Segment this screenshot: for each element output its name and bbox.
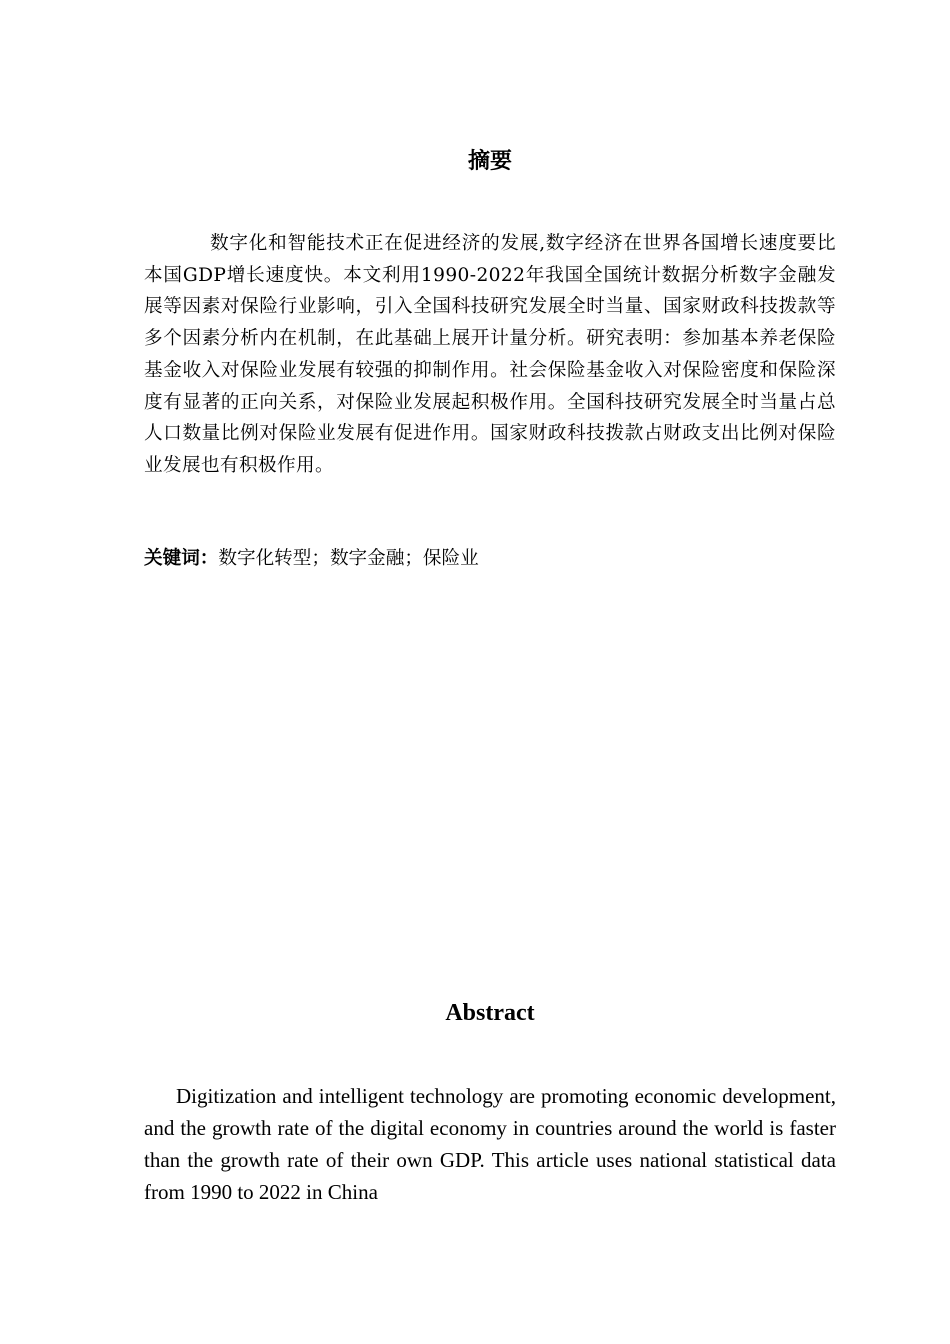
- chinese-abstract-heading: 摘要: [467, 149, 512, 174]
- english-abstract-heading: Abstract: [445, 1000, 535, 1026]
- english-abstract-body: Digitization and intelligent technology are promoting economic development, and the growth rate of the digital economy in countries around the world is faster than the growth rate of their own GDP. This article uses national statistical data from 1990 to 2022 in China: [144, 1084, 836, 1204]
- keywords-label: 关键词：: [144, 548, 219, 569]
- chinese-keywords: [144, 543, 836, 574]
- chinese-abstract-body: 数字化和智能技术正在促进经济的发展,数字经济在世界各国增长速度要比本国GDP增长速度快。本文利用1990-2022年我国全国统计数据分析数字金融发展等因素对保险行业影响，引入全国科技研究发展全时当量、国家财政科技拨款等多个因素分析内在机制，在此基础上展开计量分析。研究表明：参加基本养老保险基金收入对保险业发展有较强的抑制作用。社会保险基金收入对保险密度和保险深度有显著的正向关系，对保险业发展起积极作用。全国科技研究发展全时当量占总人口数量比例对保险业发展有促进作用。国家财政科技拨款占财政支出比例对保险业发展也有积极作用。: [144, 233, 836, 476]
- keywords-value: 数字化转型；数字金融；保险业: [218, 548, 479, 569]
